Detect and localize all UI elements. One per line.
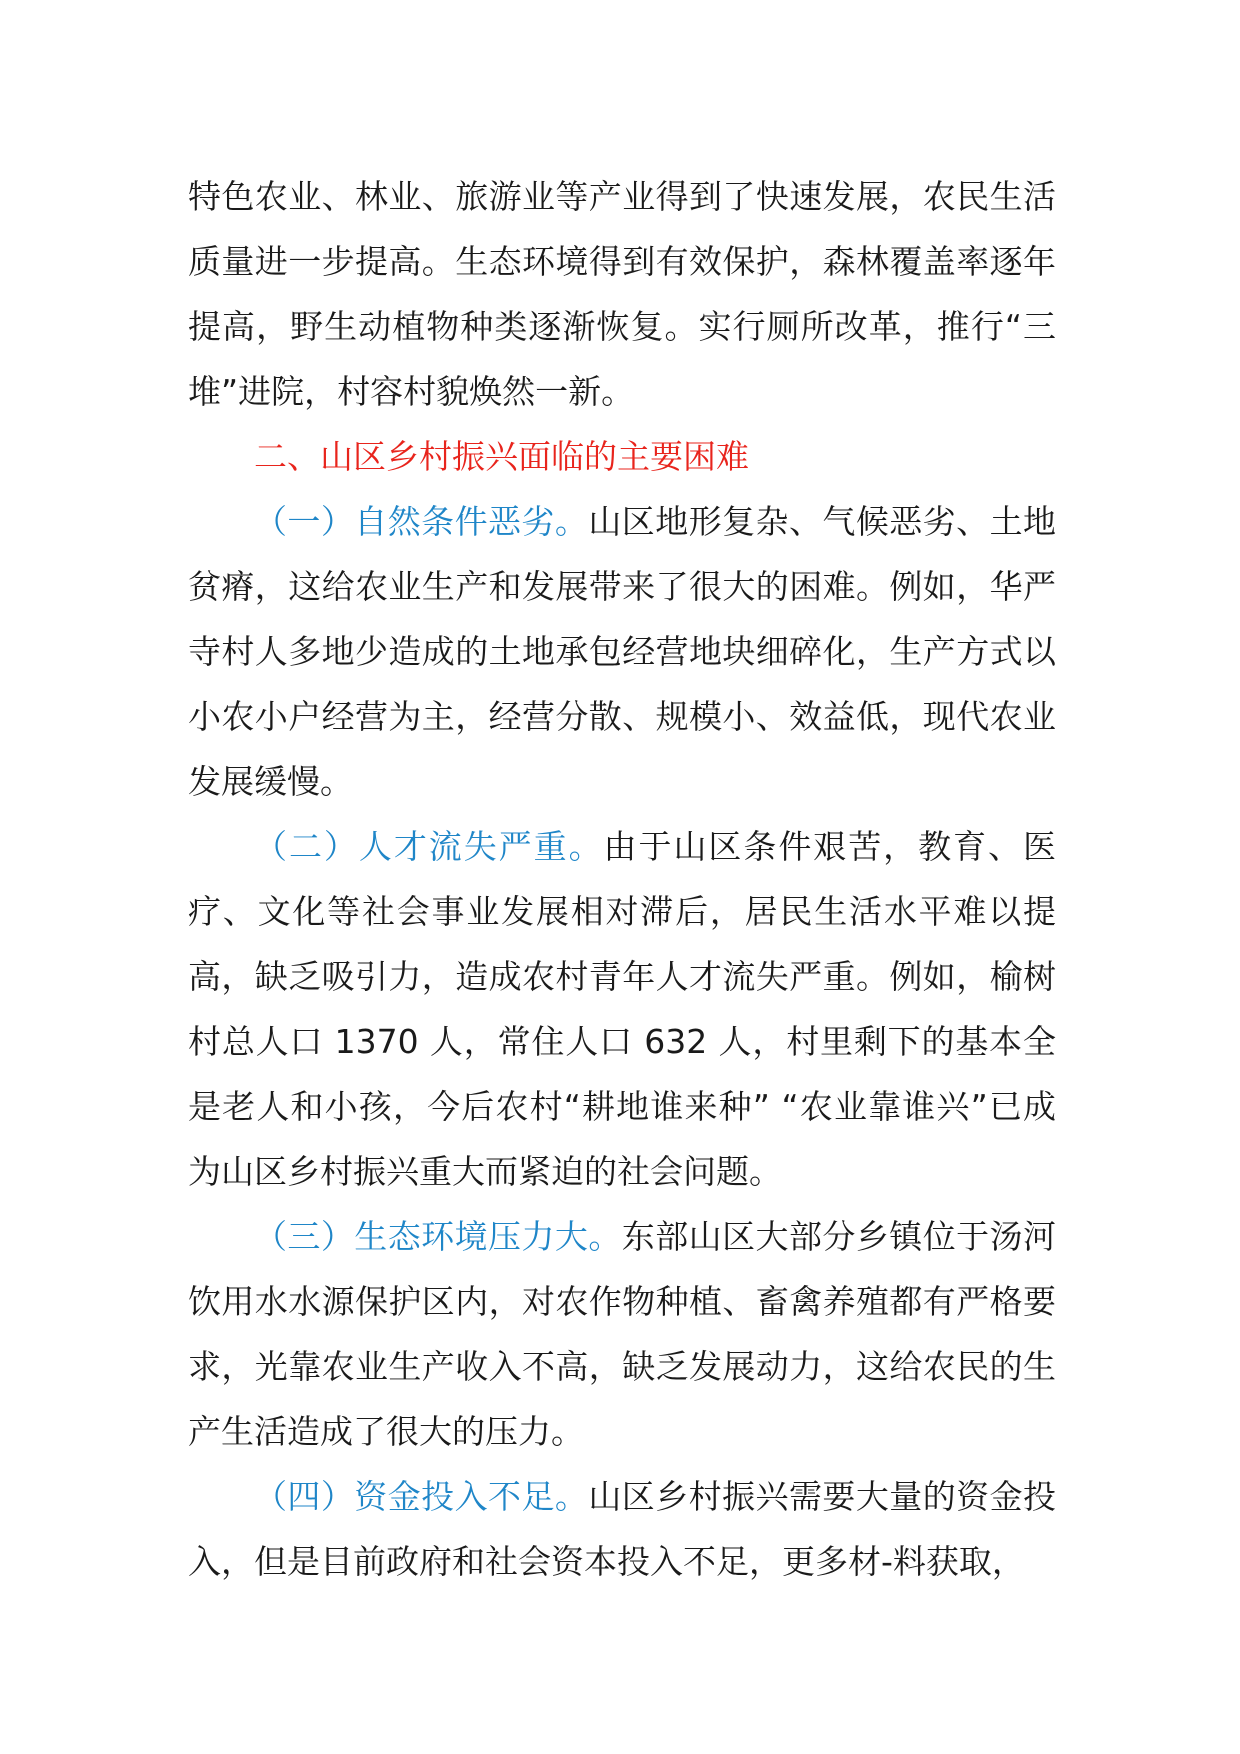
paragraph-funding-shortage xyxy=(188,1464,1056,1594)
subheading-ecological-pressure: （三）生态环境压力大。 xyxy=(254,1217,622,1256)
body-ecological-pressure: 东部山区大部分乡镇位于汤河饮用水水源保护区内，对农作物种植、畜禽养殖都有严格要求，光靠农业生产收入不高，缺乏发展动力，这给农民的生产生活造成了很大的压力。 xyxy=(188,1217,1057,1451)
paragraph-natural-conditions xyxy=(188,489,1056,814)
body-natural-conditions: 山区地形复杂、气候恶劣、土地贫瘠，这给农业生产和发展带来了很大的困难。例如，华严寺村人多地少造成的土地承包经营地块细碎化，生产方式以小农小户经营为主，经营分散、规模小、效益低，现代农业发展缓慢。 xyxy=(188,502,1057,801)
body-talent-loss: 由于山区条件艰苦，教育、医疗、文化等社会事业发展相对滞后，居民生活水平难以提高，缺乏吸引力，造成农村青年人才流失严重。例如，榆树村总人口 1370 人，常住人口 632 人，村里剩下的基本全是老人和小孩，今后农村“耕地谁来种” “农业靠谁兴”已成为山区乡村振兴重大而紧迫的社会问题。 xyxy=(188,827,1057,1191)
paragraph-talent-loss xyxy=(188,814,1056,1204)
subheading-funding-shortage: （四）资金投入不足。 xyxy=(254,1477,589,1516)
paragraph-intro: 特色农业、林业、旅游业等产业得到了快速发展，农民生活质量进一步提高。生态环境得到有效保护，森林覆盖率逐年提高，野生动植物种类逐渐恢复。实行厕所改革，推行“三堆”进院，村容村貌焕然一新。 xyxy=(188,177,1056,411)
body-funding-shortage: 山区乡村振兴需要大量的资金投入，但是目前政府和社会资本投入不足，更多材-料获取， xyxy=(188,1477,1057,1581)
document-body xyxy=(188,164,1056,1594)
paragraph-ecological-pressure xyxy=(188,1204,1056,1464)
section-title-difficulties: 二、山区乡村振兴面临的主要困难 xyxy=(254,437,749,476)
subheading-natural-conditions: （一）自然条件恶劣。 xyxy=(254,502,589,541)
subheading-talent-loss: （二）人才流失严重。 xyxy=(254,827,604,866)
